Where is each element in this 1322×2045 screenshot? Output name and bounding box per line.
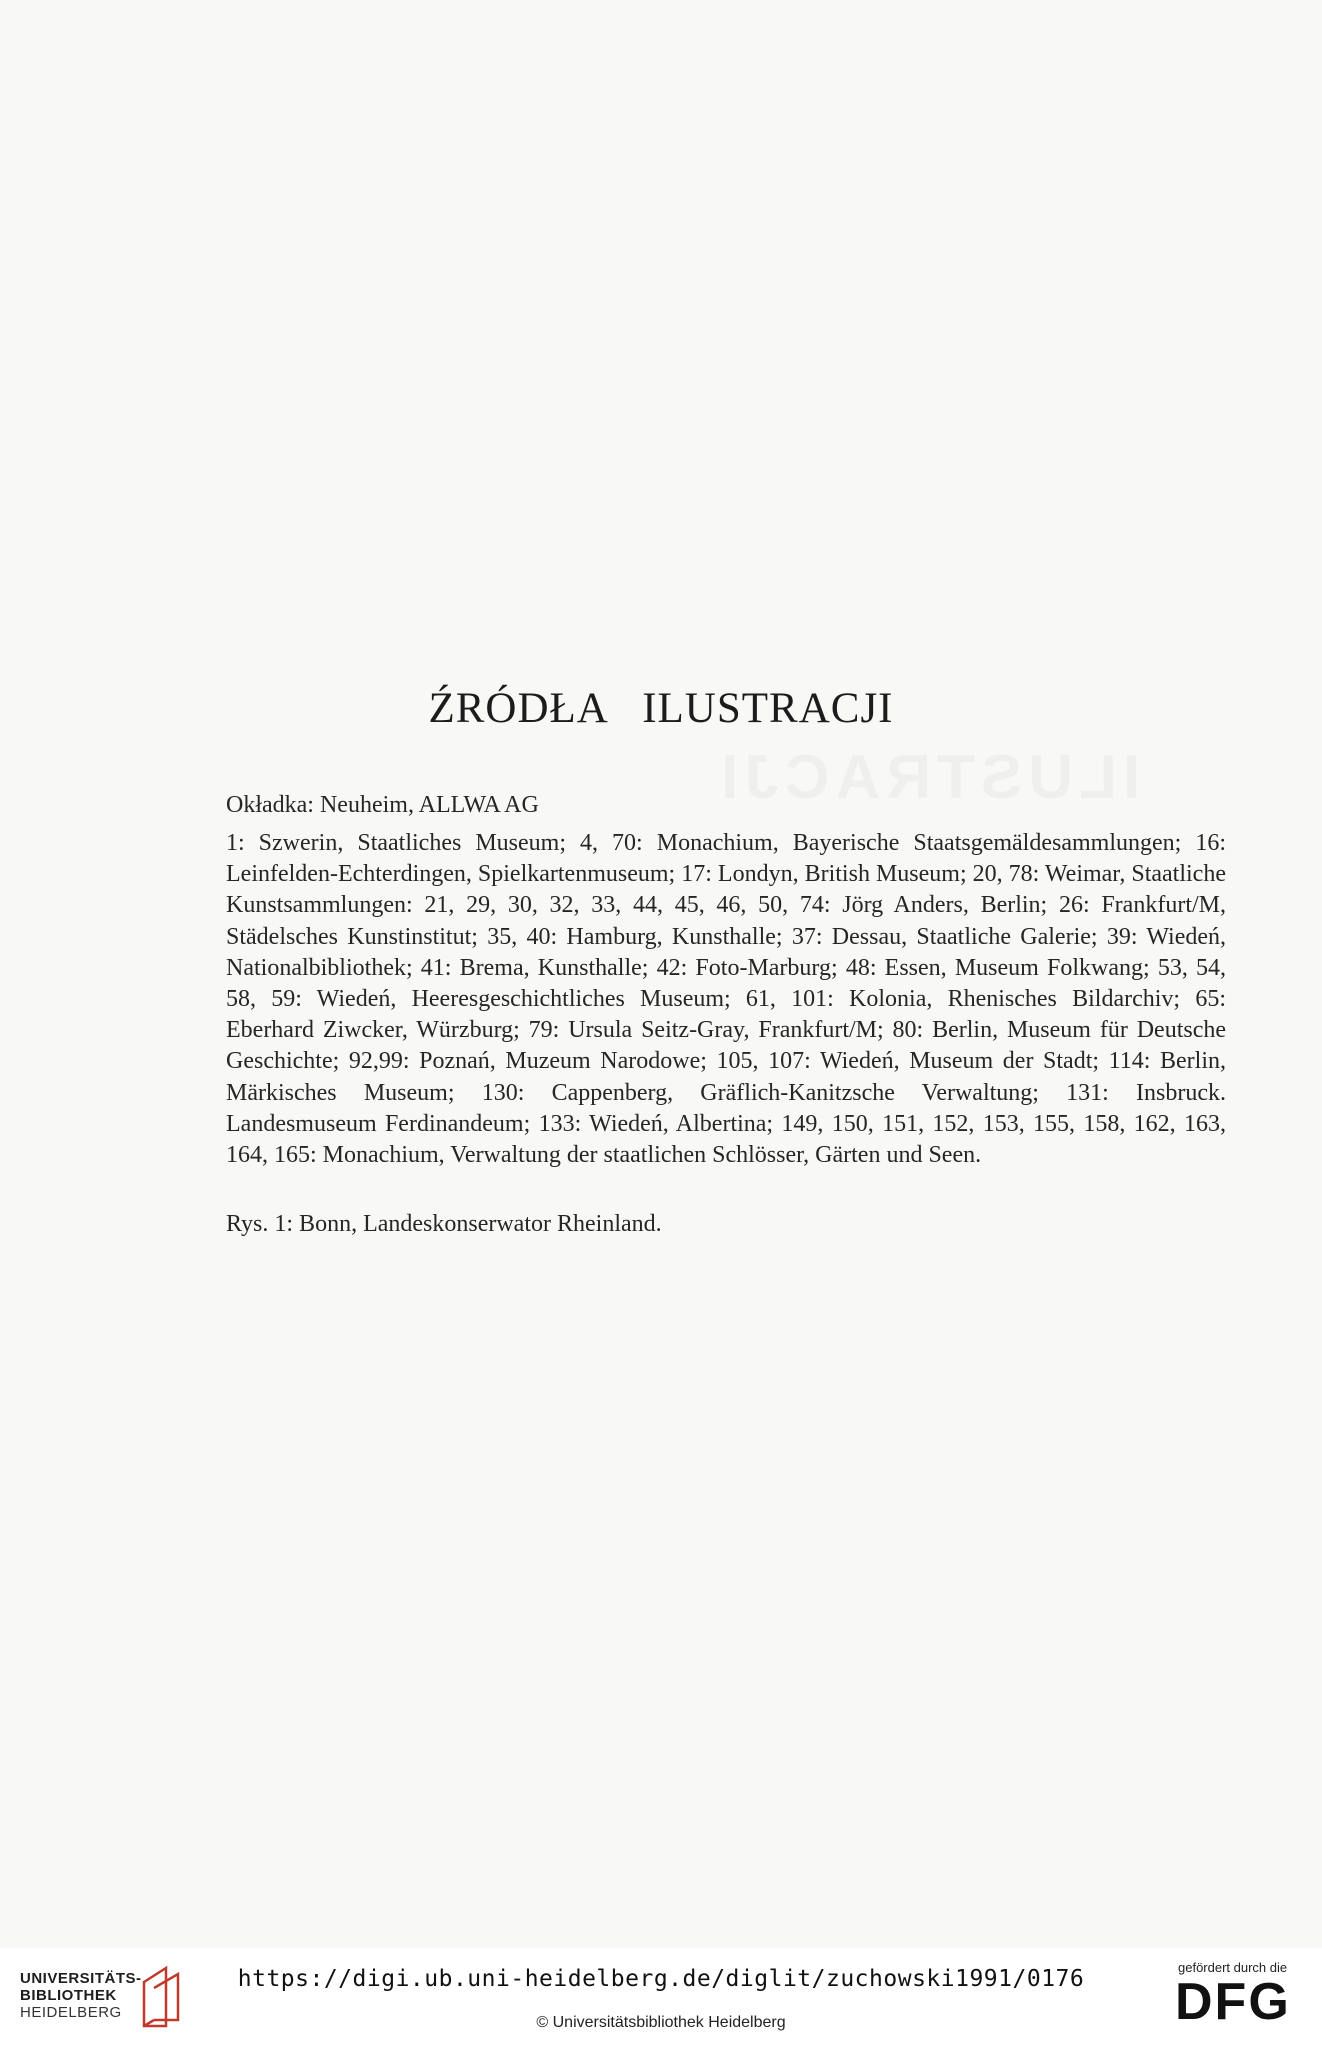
library-line-2: BIBLIOTHEK — [20, 1987, 117, 2004]
page-title: ŹRÓDŁA ILUSTRACJI — [428, 685, 894, 732]
funding-label: gefördert durch die — [1178, 1960, 1288, 1975]
cover-credit: Okładka: Neuheim, ALLWA AG — [226, 792, 539, 818]
dfg-logo-icon[interactable]: DFG — [1175, 1973, 1291, 2031]
copyright-notice: © Universitätsbibliothek Heidelberg — [536, 2014, 786, 2031]
figure-credit: Rys. 1: Bonn, Landeskonserwator Rheinland. — [226, 1211, 662, 1237]
illustration-credits: 1: Szwerin, Staatliches Museum; 4, 70: Monachium, Bayerische Staatsgemäldesammlungen; 16: Leinfelden-Echterdingen, Spielkartenmuseum; 17: Londyn, British Museum; 20, 78: Weimar, Staatliche Kunstsammlungen: 21, 29, 30, 32, 33, 44, 45, 46, 50, 74: Jörg Anders, Berlin; 26: Frankfurt/M, Städelsches Kunstinstitut; 35, 40: Hamburg, Kunsthalle; 37: Dessau, Staatliche Galerie; 39: Wiedeń, Nationalbibliothek; 41: Brema, Kunsthalle; 42: Foto-Marburg; 48: Essen, Museum Folkwang; 53, 54, 58, 59: Wiedeń, Heeresgeschichtliches Museum; 61, 101: Kolonia, Rhenisches Bildarchiv; 65: Eberhard Ziwcker, Würzburg; 79: Ursula Seitz-Gray, Frankfurt/M; 80: Berlin, Museum für Deutsche Geschichte; 92,99: Poznań, Muzeum Narodowe; 105, 107: Wiedeń, Museum der Stadt; 114: Berlin, Märkisches Museum; 130: Cappenberg, Gräflich-Kanitzsche Verwaltung; 131: Insbruck. Landesmuseum Ferdinandeum; 133: Wiedeń, Albertina; 149, 150, 151, 152, 153, 155, 158, 162, 163, 164, 165: Monachium, Verwaltung der staatlichen Schlösser, Gärten und Seen. — [226, 830, 1226, 1169]
library-line-1: UNIVERSITÄTS- — [20, 1970, 142, 1987]
library-line-3: HEIDELBERG — [20, 2004, 122, 2021]
permalink-url[interactable]: https://digi.ub.uni-heidelberg.de/diglit/zuchowski1991/0176 — [237, 1966, 1085, 1992]
